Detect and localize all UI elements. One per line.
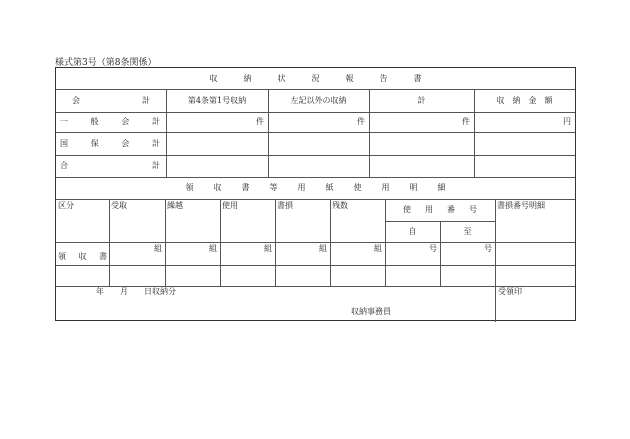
cell-unit-set: 組 <box>374 244 382 253</box>
footer-receipt-seal: 受領印 <box>498 287 522 296</box>
header-other: 左記以外の収納 <box>290 95 347 105</box>
header-serial-text: 使用番号 <box>403 205 491 214</box>
row-label-char: 保 <box>90 138 99 148</box>
cell-unit-set: 組 <box>154 244 162 253</box>
header-from: 自 <box>408 226 417 236</box>
row-label-kokuho <box>56 132 166 155</box>
cell-unit: 件 <box>256 117 264 126</box>
header-account <box>56 89 166 112</box>
header-received: 受取 <box>111 201 127 210</box>
header-damaged-detail: 書損番号明細 <box>497 201 545 210</box>
usage-row-label-char: 領 <box>58 251 66 261</box>
header-art4: 第4条第1号収納 <box>187 95 247 105</box>
form-caption: 様式第3号（第8条関係） <box>55 58 157 68</box>
row-label-char: 計 <box>151 138 160 148</box>
header-used: 使用 <box>222 201 238 210</box>
form-title-text: 収納状況報告書 <box>209 73 448 83</box>
cell-unit-set: 組 <box>264 244 272 253</box>
usage-title-text: 領収書等用紙使用明細 <box>185 183 466 192</box>
cell-unit-number: 号 <box>429 244 437 253</box>
header-carried: 繰越 <box>167 201 183 210</box>
cell-unit-set: 組 <box>319 244 327 253</box>
usage-row-label-char: 収 <box>78 251 87 261</box>
usage-title <box>56 177 575 199</box>
row-label-char: 般 <box>90 117 99 126</box>
cell-unit: 件 <box>357 117 365 126</box>
report-form <box>55 67 576 321</box>
header-account-char: 計 <box>142 95 150 105</box>
row-label-char: 国 <box>60 138 68 148</box>
header-serial <box>385 199 495 221</box>
row-divider <box>56 265 575 266</box>
cell-unit-set: 組 <box>209 244 217 253</box>
row-label-char: 一 <box>60 117 68 126</box>
row-label-char: 計 <box>152 161 160 170</box>
header-to: 至 <box>463 226 472 236</box>
row-label-general <box>56 112 166 132</box>
footer-year: 年 <box>96 287 104 296</box>
form-title <box>56 68 575 89</box>
header-remaining: 残数 <box>332 201 348 210</box>
header-account-char: 会 <box>72 95 80 105</box>
cell-unit-number: 号 <box>484 244 492 253</box>
cell-unit: 円 <box>563 117 571 126</box>
header-amount <box>474 89 575 112</box>
header-amount-text: 収納金額 <box>496 95 561 105</box>
footer-date <box>96 288 296 300</box>
header-category: 区分 <box>58 201 74 210</box>
row-label-total <box>56 155 166 177</box>
cell-unit: 件 <box>462 117 470 126</box>
usage-row-label <box>56 242 109 265</box>
footer-month: 月 <box>120 287 128 296</box>
row-label-char: 会 <box>121 117 130 126</box>
usage-row-label-char: 書 <box>99 251 107 261</box>
row-label-char: 合 <box>60 161 68 170</box>
footer-day: 日収納分 <box>144 287 176 296</box>
footer-clerk: 収納事務員 <box>351 307 391 316</box>
header-damaged: 書損 <box>277 201 293 210</box>
row-label-char: 計 <box>151 117 160 126</box>
header-total: 計 <box>417 95 426 105</box>
row-label-char: 会 <box>121 138 130 148</box>
